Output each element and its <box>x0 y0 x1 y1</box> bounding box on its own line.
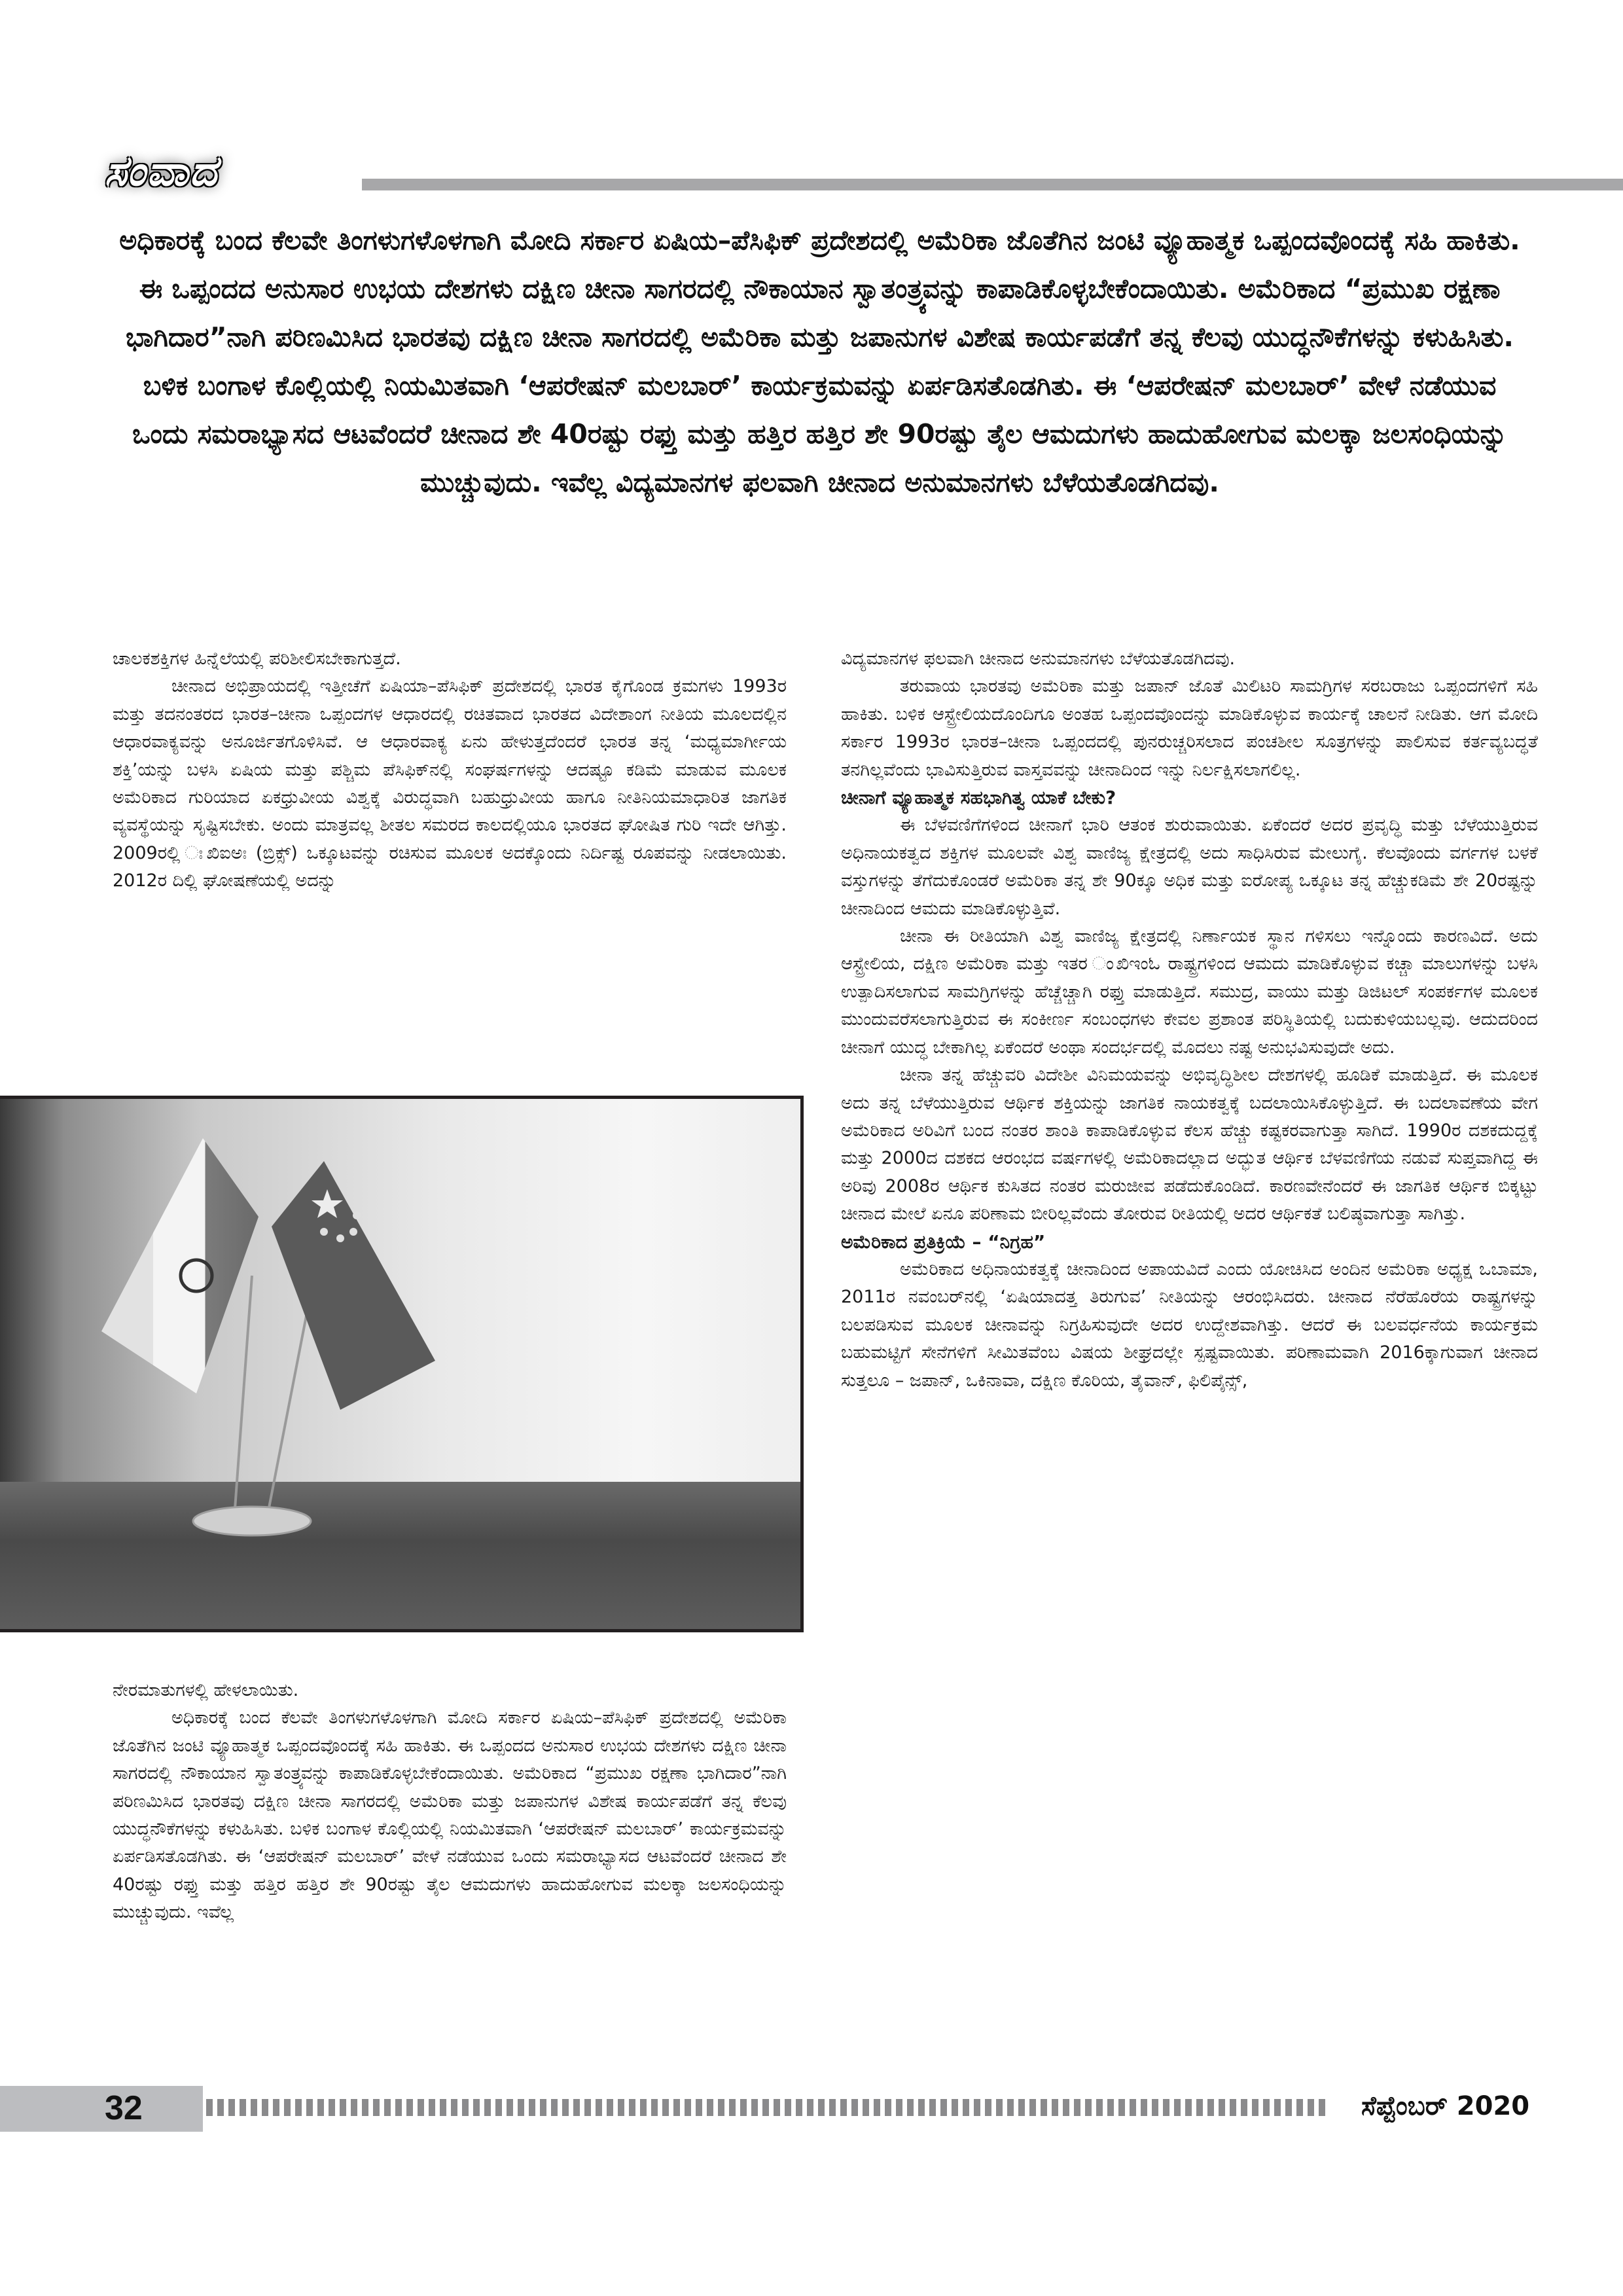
masthead <box>105 147 1544 206</box>
footer-dashed-rule <box>206 2099 1325 2116</box>
paragraph: ನೇರಮಾತುಗಳಲ್ಲಿ ಹೇಳಲಾಯಿತು. <box>113 1680 299 1700</box>
header-rule <box>362 179 1623 190</box>
star-icon <box>320 1228 328 1236</box>
subheading: ಚೀನಾಗೆ ವ್ಯೂಹಾತ್ಮಕ ಸಹಭಾಗಿತ್ವ ಯಾಕೆ ಬೇಕು? <box>841 787 1116 809</box>
section-title-logo: ಸಂವಾದ <box>105 147 219 196</box>
paragraph: ತರುವಾಯ ಭಾರತವು ಅಮೆರಿಕಾ ಮತ್ತು ಜಪಾನ್ ಜೊತೆ ಮಿಲಿಟರಿ ಸಾಮಗ್ರಿಗಳ ಸರಬರಾಜು ಒಪ್ಪಂದಗಳಿಗೆ ಸಹಿ ಹಾಕಿತು. ಬಳಿಕ ಆಸ್ಟ್ರೇಲಿಯದೊಂದಿಗೂ ಅಂತಹ ಒಪ್ಪಂದವೊಂದನ್ನು ಮಾಡಿಕೊಳ್ಳುವ ಕಾರ್ಯಕ್ಕೆ ಚಾಲನೆ ನೀಡಿತು. ಆಗ ಮೋದಿ ಸರ್ಕಾರ 1993ರ ಭಾರತ–ಚೀನಾ ಒಪ್ಪಂದದಲ್ಲಿ ಪುನರುಚ್ಚರಿಸಲಾದ ಪಂಚಶೀಲ ಸೂತ್ರಗಳನ್ನು ಪಾಲಿಸುವ ಕರ್ತವ್ಯಬದ್ಧತೆ ತನಗಿಲ್ಲವೆಂದು ಭಾವಿಸುತ್ತಿರುವ ವಾಸ್ತವವನ್ನು ಚೀನಾದಿಂದ ಇನ್ನು ನಿರ್ಲಕ್ಷಿಸಲಾಗಲಿಲ್ಲ. <box>841 676 1539 780</box>
paragraph: ಚೀನಾ ತನ್ನ ಹೆಚ್ಚುವರಿ ವಿದೇಶೀ ವಿನಿಮಯವನ್ನು ಅಭಿವೃದ್ಧಿಶೀಲ ದೇಶಗಳಲ್ಲಿ ಹೂಡಿಕೆ ಮಾಡುತ್ತಿದೆ. ಈ ಮೂಲಕ ಅದು ತನ್ನ ಬೆಳೆಯುತ್ತಿರುವ ಆರ್ಥಿಕ ಶಕ್ತಿಯನ್ನು ಜಾಗತಿಕ ನಾಯಕತ್ವಕ್ಕೆ ಬದಲಾಯಿಸಿಕೊಳ್ಳುತ್ತಿದೆ. ಈ ಬದಲಾವಣೆಯ ವೇಗ ಅಮೆರಿಕಾದ ಅರಿವಿಗೆ ಬಂದ ನಂತರ ಶಾಂತಿ ಕಾಪಾಡಿಕೊಳ್ಳುವ ಕೆಲಸ ಹೆಚ್ಚು ಕಷ್ಟಕರವಾಗುತ್ತಾ ಸಾಗಿದೆ. 1990ರ ದಶಕದುದ್ದಕ್ಕೆ ಮತ್ತು 2000ದ ದಶಕದ ಆರಂಭದ ವರ್ಷಗಳಲ್ಲಿ ಅಮೆರಿಕಾದಲ್ಲಾದ ಅದ್ಭುತ ಆರ್ಥಿಕ ಬೆಳವಣಿಗೆಯ ನಡುವೆ ಸುಪ್ತವಾಗಿದ್ದ ಈ ಅರಿವು 2008ರ ಆರ್ಥಿಕ ಕುಸಿತದ ನಂತರ ಮರುಜೀವ ಪಡೆದುಕೊಂಡಿದೆ. ಕಾರಣವೇನೆಂದರೆ ಈ ಜಾಗತಿಕ ಆರ್ಥಿಕ ಬಿಕ್ಕಟ್ಟು ಚೀನಾದ ಮೇಲೆ ಏನೂ ಪರಿಣಾಮ ಬೀರಿಲ್ಲವೆಂದು ತೋರುವ ರೀತಿಯಲ್ಲಿ ಅದರ ಆರ್ಥಿಕತೆ ಬಲಿಷ್ಠವಾಗುತ್ತಾ ಸಾಗಿತ್ತು. <box>841 1065 1538 1225</box>
right-column <box>841 645 1538 1395</box>
left-column-top <box>113 645 787 895</box>
paragraph: ಚೀನಾ ಈ ರೀತಿಯಾಗಿ ವಿಶ್ವ ವಾಣಿಜ್ಯ ಕ್ಷೇತ್ರದಲ್ಲಿ ನಿರ್ಣಾಯಕ ಸ್ಥಾನ ಗಳಿಸಲು ಇನ್ನೊಂದು ಕಾರಣವಿದೆ. ಅದು ಆಸ್ಟ್ರೇಲಿಯ, ದಕ್ಷಿಣ ಅಮೆರಿಕಾ ಮತ್ತು ಇತರ ಂಖಿಇಂಓ ರಾಷ್ಟ್ರಗಳಿಂದ ಆಮದು ಮಾಡಿಕೊಳ್ಳುವ ಕಚ್ಚಾ ಮಾಲುಗಳನ್ನು ಬಳಸಿ ಉತ್ಪಾದಿಸಲಾಗುವ ಸಾಮಗ್ರಿಗಳನ್ನು ಹೆಚ್ಚೆಚ್ಚಾಗಿ ರಫ್ತು ಮಾಡುತ್ತಿದೆ. ಸಮುದ್ರ, ವಾಯು ಮತ್ತು ಡಿಜಿಟಲ್ ಸಂಪರ್ಕಗಳ ಮೂಲಕ ಮುಂದುವರೆಸಲಾಗುತ್ತಿರುವ ಈ ಸಂಕೀರ್ಣ ಸಂಬಂಧಗಳು ಕೇವಲ ಪ್ರಶಾಂತ ಪರಿಸ್ಥಿತಿಯಲ್ಲಿ ಬದುಕುಳಿಯಬಲ್ಲವು. ಆದುದರಿಂದ ಚೀನಾಗೆ ಯುದ್ಧ ಬೇಕಾಗಿಲ್ಲ ಏಕೆಂದರೆ ಅಂಥಾ ಸಂದರ್ಭದಲ್ಲಿ ಮೊದಲು ನಷ್ಟ ಅನುಭವಿಸುವುದೇ ಅದು. <box>841 926 1538 1058</box>
paragraph: ಚಾಲಕಶಕ್ತಿಗಳ ಹಿನ್ನೆಲೆಯಲ್ಲಿ ಪರಿಶೀಲಿಸಬೇಕಾಗುತ್ತದೆ. <box>113 649 401 669</box>
paragraph: ಚೀನಾದ ಅಭಿಪ್ರಾಯದಲ್ಲಿ ಇತ್ತೀಚೆಗೆ ಏಷಿಯಾ–ಪೆಸಿಫಿಕ್ ಪ್ರದೇಶದಲ್ಲಿ ಭಾರತ ಕೈಗೊಂಡ ಕ್ರಮಗಳು 1993ರ ಮತ್ತು ತದನಂತರದ ಭಾರತ–ಚೀನಾ ಒಪ್ಪಂದಗಳ ಆಧಾರದಲ್ಲಿ ರಚಿತವಾದ ಭಾರತದ ವಿದೇಶಾಂಗ ನೀತಿಯ ಮೂಲದಲ್ಲಿನ ಆಧಾರವಾಕ್ಯವನ್ನು ಅನೂರ್ಜಿತಗೊಳಿಸಿವೆ. ಆ ಆಧಾರವಾಕ್ಯ ಏನು ಹೇಳುತ್ತದೆಂದರೆ ಭಾರತ ತನ್ನ ‘ಮಧ್ಯಮಾರ್ಗೀಯ ಶಕ್ತಿ’ಯನ್ನು ಬಳಸಿ ಏಷಿಯ ಮತ್ತು ಪಶ್ಚಿಮ ಪೆಸಿಫಿಕ್‌ನಲ್ಲಿ ಸಂಘರ್ಷಗಳನ್ನು ಆದಷ್ಟೂ ಕಡಿಮೆ ಮಾಡುವ ಮೂಲಕ ಅಮೆರಿಕಾದ ಗುರಿಯಾದ ಏಕಧ್ರುವೀಯ ವಿಶ್ವಕ್ಕೆ ವಿರುದ್ಧವಾಗಿ ಬಹುಧ್ರುವೀಯ ಹಾಗೂ ನೀತಿನಿಯಮಾಧಾರಿತ ಜಾಗತಿಕ ವ್ಯವಸ್ಥೆಯನ್ನು ಸೃಷ್ಟಿಸಬೇಕು. ಅಂದು ಮಾತ್ರವಲ್ಲ ಶೀತಲ ಸಮರದ ಕಾಲದಲ್ಲಿಯೂ ಭಾರತದ ಘೋಷಿತ ಗುರಿ ಇದೇ ಆಗಿತ್ತು. 2009ರಲ್ಲಿ ಃಖಿಐಅಃ (ಬ್ರಿಕ್ಸ್) ಒಕ್ಕೂಟವನ್ನು ರಚಿಸುವ ಮೂಲಕ ಅದಕ್ಕೊಂದು ನಿರ್ದಿಷ್ಟ ರೂಪವನ್ನು ನೀಡಲಾಯಿತು. 2012ರ ದಿಲ್ಲಿ ಘೋಷಣೆಯಲ್ಲಿ ಅದನ್ನು <box>113 676 787 891</box>
page-number-box <box>0 2086 203 2132</box>
left-column-bottom <box>113 1677 787 1927</box>
paragraph: ಅಮೆರಿಕಾದ ಅಧಿನಾಯಕತ್ವಕ್ಕೆ ಚೀನಾದಿಂದ ಅಪಾಯವಿದೆ ಎಂದು ಯೋಚಿಸಿದ ಅಂದಿನ ಅಮೆರಿಕಾ ಅಧ್ಯಕ್ಷ ಒಬಾಮಾ, 2011ರ ನವಂಬರ್‌ನಲ್ಲಿ ‘ಏಷಿಯಾದತ್ತ ತಿರುಗುವ’ ನೀತಿಯನ್ನು ಆರಂಭಿಸಿದರು. ಚೀನಾದ ನೆರೆಹೊರೆಯ ರಾಷ್ಟ್ರಗಳನ್ನು ಬಲಪಡಿಸುವ ಮೂಲಕ ಚೀನಾವನ್ನು ನಿಗ್ರಹಿಸುವುದೇ ಅದರ ಉದ್ದೇಶವಾಗಿತ್ತು. ಆದರೆ ಈ ಬಲವರ್ಧನೆಯ ಕಾರ್ಯಕ್ರಮ ಬಹುಮಟ್ಟಿಗೆ ಸೇನೆಗಳಿಗೆ ಸೀಮಿತವೆಂಬ ವಿಷಯ ಶೀಘ್ರದಲ್ಲೇ ಸ್ಪಷ್ಟವಾಯಿತು. ಪರಿಣಾಮವಾಗಿ 2016ಕ್ಕಾಗುವಾಗ ಚೀನಾದ ಸುತ್ತಲೂ – ಜಪಾನ್, ಒಕಿನಾವಾ, ದಕ್ಷಿಣ ಕೊರಿಯ, ತೈವಾನ್, ಫಿಲಿಪೈನ್ಸ್, <box>841 1259 1538 1391</box>
issue-date: ಸೆಪ್ಟೆಂಬರ್ 2020 <box>1361 2091 1530 2121</box>
paragraph: ವಿದ್ಯಮಾನಗಳ ಫಲವಾಗಿ ಚೀನಾದ ಅನುಮಾನಗಳು ಬೆಳೆಯತೊಡಗಿದವು. <box>841 649 1236 669</box>
flags-illustration-icon <box>0 1099 804 1632</box>
flags-photo <box>0 1096 804 1632</box>
subheading: ಅಮೆರಿಕಾದ ಪ್ರತಿಕ್ರಿಯೆ – “ನಿಗ್ರಹ” <box>841 1230 1046 1253</box>
flag-stand-base <box>193 1507 311 1535</box>
star-icon <box>349 1228 357 1236</box>
india-flag-pole <box>234 1276 252 1518</box>
lead-paragraph: ಅಧಿಕಾರಕ್ಕೆ ಬಂದ ಕೆಲವೇ ತಿಂಗಳುಗಳೊಳಗಾಗಿ ಮೋದಿ ಸರ್ಕಾರ ಏಷಿಯ–ಪೆಸಿಫಿಕ್ ಪ್ರದೇಶದಲ್ಲಿ ಅಮೆರಿಕಾ ಜೊತೆಗಿನ ಜಂಟಿ ವ್ಯೂಹಾತ್ಮಕ ಒಪ್ಪಂದವೊಂದಕ್ಕೆ ಸಹಿ ಹಾಕಿತು. ಈ ಒಪ್ಪಂದದ ಅನುಸಾರ ಉಭಯ ದೇಶಗಳು ದಕ್ಷಿಣ ಚೀನಾ ಸಾಗರದಲ್ಲಿ ನೌಕಾಯಾನ ಸ್ವಾತಂತ್ರ್ಯವನ್ನು ಕಾಪಾಡಿಕೊಳ್ಳಬೇಕೆಂದಾಯಿತು. ಅಮೆರಿಕಾದ “ಪ್ರಮುಖ ರಕ್ಷಣಾ ಭಾಗಿದಾರ”ನಾಗಿ ಪರಿಣಮಿಸಿದ ಭಾರತವು ದಕ್ಷಿಣ ಚೀನಾ ಸಾಗರದಲ್ಲಿ ಅಮೆರಿಕಾ ಮತ್ತು ಜಪಾನುಗಳ ವಿಶೇಷ ಕಾರ್ಯಪಡೆಗೆ ತನ್ನ ಕೆಲವು ಯುದ್ಧನೌಕೆಗಳನ್ನು ಕಳುಹಿಸಿತು. ಬಳಿಕ ಬಂಗಾಳ ಕೊಲ್ಲಿಯಲ್ಲಿ ನಿಯಮಿತವಾಗಿ ‘ಆಪರೇಷನ್ ಮಲಬಾರ್’ ಕಾರ್ಯಕ್ರಮವನ್ನು ಏರ್ಪಡಿಸತೊಡಗಿತು. ಈ ‘ಆಪರೇಷನ್ ಮಲಬಾರ್’ ವೇಳೆ ನಡೆಯುವ ಒಂದು ಸಮರಾಭ್ಯಾಸದ ಆಟವೆಂದರೆ ಚೀನಾದ ಶೇ 40ರಷ್ಟು ರಫ್ತು ಮತ್ತು ಹತ್ತಿರ ಹತ್ತಿರ ಶೇ 90ರಷ್ಟು ತೈಲ ಆಮದುಗಳು ಹಾದುಹೋಗುವ ಮಲಕ್ಕಾ ಜಲಸಂಧಿಯನ್ನು ಮುಚ್ಚುವುದು. ಇವೆಲ್ಲ ವಿದ್ಯಮಾನಗಳ ಫಲವಾಗಿ ಚೀನಾದ ಅನುಮಾನಗಳು ಬೆಳೆಯತೊಡಗಿದವು. <box>119 224 1520 498</box>
page-number: 32 <box>105 2089 143 2127</box>
paragraph: ಅಧಿಕಾರಕ್ಕೆ ಬಂದ ಕೆಲವೇ ತಿಂಗಳುಗಳೊಳಗಾಗಿ ಮೋದಿ ಸರ್ಕಾರ ಏಷಿಯ–ಪೆಸಿಫಿಕ್ ಪ್ರದೇಶದಲ್ಲಿ ಅಮೆರಿಕಾ ಜೊತೆಗಿನ ಜಂಟಿ ವ್ಯೂಹಾತ್ಮಕ ಒಪ್ಪಂದವೊಂದಕ್ಕೆ ಸಹಿ ಹಾಕಿತು. ಈ ಒಪ್ಪಂದದ ಅನುಸಾರ ಉಭಯ ದೇಶಗಳು ದಕ್ಷಿಣ ಚೀನಾ ಸಾಗರದಲ್ಲಿ ನೌಕಾಯಾನ ಸ್ವಾತಂತ್ರ್ಯವನ್ನು ಕಾಪಾಡಿಕೊಳ್ಳಬೇಕೆಂದಾಯಿತು. ಅಮೆರಿಕಾದ “ಪ್ರಮುಖ ರಕ್ಷಣಾ ಭಾಗಿದಾರ”ನಾಗಿ ಪರಿಣಮಿಸಿದ ಭಾರತವು ದಕ್ಷಿಣ ಚೀನಾ ಸಾಗರದಲ್ಲಿ ಅಮೆರಿಕಾ ಮತ್ತು ಜಪಾನುಗಳ ವಿಶೇಷ ಕಾರ್ಯಪಡೆಗೆ ತನ್ನ ಕೆಲವು ಯುದ್ಧನೌಕೆಗಳನ್ನು ಕಳುಹಿಸಿತು. ಬಳಿಕ ಬಂಗಾಳ ಕೊಲ್ಲಿಯಲ್ಲಿ ನಿಯಮಿತವಾಗಿ ‘ಆಪರೇಷನ್ ಮಲಬಾರ್’ ಕಾರ್ಯಕ್ರಮವನ್ನು ಏರ್ಪಡಿಸತೊಡಗಿತು. ಈ ‘ಆಪರೇಷನ್ ಮಲಬಾರ್’ ವೇಳೆ ನಡೆಯುವ ಒಂದು ಸಮರಾಭ್ಯಾಸದ ಆಟವೆಂದರೆ ಚೀನಾದ ಶೇ 40ರಷ್ಟು ರಫ್ತು ಮತ್ತು ಹತ್ತಿರ ಹತ್ತಿರ ಶೇ 90ರಷ್ಟು ತೈಲ ಆಮದುಗಳು ಹಾದುಹೋಗುವ ಮಲಕ್ಕಾ ಜಲಸಂಧಿಯನ್ನು ಮುಚ್ಚುವುದು. ಇವೆಲ್ಲ <box>113 1708 787 1923</box>
page-footer <box>0 2086 1623 2132</box>
paragraph: ಈ ಬೆಳವಣಿಗೆಗಳಿಂದ ಚೀನಾಗೆ ಭಾರಿ ಆತಂಕ ಶುರುವಾಯಿತು. ಏಕೆಂದರೆ ಅದರ ಪ್ರವೃದ್ಧಿ ಮತ್ತು ಬೆಳೆಯುತ್ತಿರುವ ಅಧಿನಾಯಕತ್ವದ ಶಕ್ತಿಗಳ ಮೂಲವೇ ವಿಶ್ವ ವಾಣಿಜ್ಯ ಕ್ಷೇತ್ರದಲ್ಲಿ ಅದು ಸಾಧಿಸಿರುವ ಮೇಲುಗೈ. ಕೆಲವೊಂದು ವರ್ಗಗಳ ಬಳಕೆ ವಸ್ತುಗಳನ್ನು ತೆಗೆದುಕೊಂಡರೆ ಅಮೆರಿಕಾ ತನ್ನ ಶೇ 90ಕ್ಕೂ ಅಧಿಕ ಮತ್ತು ಐರೋಪ್ಯ ಒಕ್ಕೂಟ ತನ್ನ ಹೆಚ್ಚುಕಡಿಮೆ ಶೇ 20ರಷ್ಟನ್ನು ಚೀನಾದಿಂದ ಆಮದು ಮಾಡಿಕೊಳ್ಳುತ್ತಿವೆ. <box>841 815 1538 919</box>
india-flag-icon <box>101 1138 259 1393</box>
star-icon <box>353 1211 361 1219</box>
star-icon <box>336 1234 344 1242</box>
